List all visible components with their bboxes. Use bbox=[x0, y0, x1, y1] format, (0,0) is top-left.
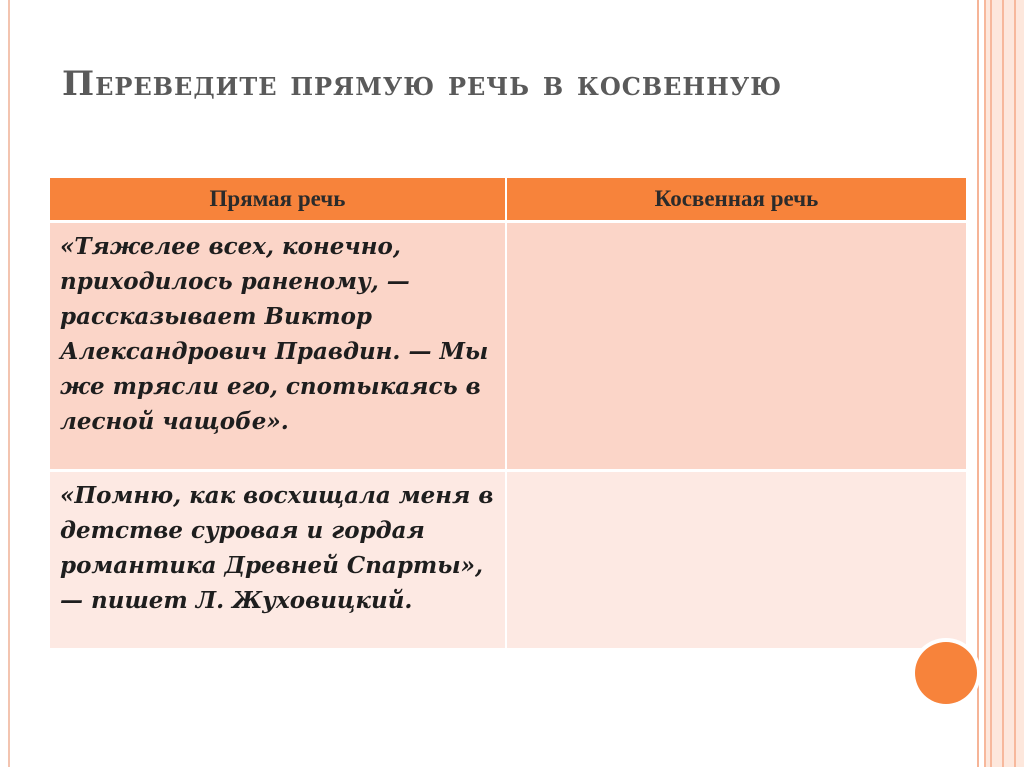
slide-frame-right-stripes bbox=[976, 0, 1024, 767]
direct-speech-cell: «Помню, как восхищала меня в детстве суровая и гордая романтика Древней Спарты»,— пишет Л. Жуховицкий. bbox=[50, 471, 506, 650]
indirect-speech-cell[interactable] bbox=[506, 222, 966, 471]
speech-table bbox=[50, 178, 966, 651]
table-row bbox=[50, 471, 966, 650]
slide-frame-left-line bbox=[8, 0, 10, 767]
slide-title: Переведите прямую речь в косвенную bbox=[62, 64, 783, 104]
decorative-circle bbox=[915, 642, 977, 704]
direct-speech-cell: «Тяжелее всех, конечно, приходилось раненому, — рассказывает Виктор Александрович Правдин. — Мы же трясли его, спотыкаясь в лесной чащобе». bbox=[50, 222, 506, 471]
slide-frame-inner-line bbox=[977, 0, 979, 767]
table-header-row bbox=[50, 178, 966, 222]
header-indirect-speech: Косвенная речь bbox=[506, 178, 966, 222]
indirect-speech-cell[interactable] bbox=[506, 471, 966, 650]
table-row bbox=[50, 222, 966, 471]
header-direct-speech: Прямая речь bbox=[50, 178, 506, 222]
